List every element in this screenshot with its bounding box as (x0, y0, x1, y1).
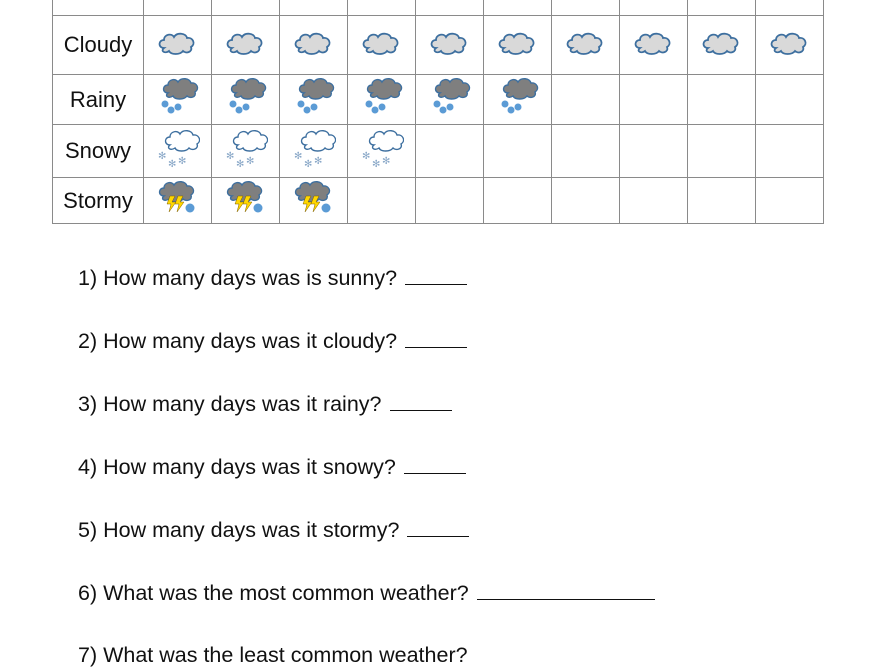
tally-cell (620, 178, 688, 224)
svg-text:✻: ✻ (381, 155, 390, 167)
tally-cell (144, 125, 212, 178)
svg-text:✻: ✻ (225, 150, 234, 162)
question-text: 4) How many days was it snowy? (78, 455, 396, 479)
answer-blank[interactable] (405, 329, 467, 348)
storm-cloud-icon (156, 178, 200, 223)
sun-icon (224, 0, 268, 10)
sun-icon (496, 0, 540, 10)
tally-cell (552, 16, 620, 75)
tally-cell (688, 75, 756, 125)
tally-cell (552, 75, 620, 125)
tally-cell (756, 75, 824, 125)
row-label: Stormy (53, 178, 144, 224)
question-text: 1) How many days was is sunny? (78, 266, 398, 290)
table-row-sunny (53, 0, 824, 16)
svg-text:✻: ✻ (245, 155, 254, 167)
tally-cell (552, 178, 620, 224)
answer-blank[interactable] (404, 455, 466, 474)
svg-text:✻: ✻ (313, 155, 322, 167)
cloud-icon (632, 28, 676, 63)
tally-cell (280, 16, 348, 75)
question-text: 2) How many days was it cloudy? (78, 329, 398, 353)
tally-cell (688, 16, 756, 75)
svg-text:✻: ✻ (167, 158, 176, 169)
rain-cloud-icon (496, 77, 540, 122)
answer-blank[interactable] (477, 581, 655, 600)
question-text: 5) How many days was it stormy? (78, 518, 400, 542)
tally-cell (144, 16, 212, 75)
sun-icon (360, 0, 404, 10)
tally-cell (484, 75, 552, 125)
tally-cell (620, 75, 688, 125)
answer-blank[interactable] (405, 266, 467, 285)
snow-cloud-icon (224, 129, 268, 174)
cloud-icon (700, 28, 744, 63)
tally-cell (552, 0, 620, 16)
tally-cell (280, 75, 348, 125)
tally-cell (280, 0, 348, 16)
tally-cell (144, 0, 212, 16)
tally-cell (212, 75, 280, 125)
question-3 (78, 392, 452, 417)
tally-cell (484, 178, 552, 224)
svg-text:✻: ✻ (157, 150, 166, 162)
tally-cell (756, 125, 824, 178)
tally-cell (144, 178, 212, 224)
svg-text:✻: ✻ (293, 150, 302, 162)
tally-cell (484, 0, 552, 16)
table-row-snowy (53, 125, 824, 178)
tally-cell (416, 0, 484, 16)
rain-cloud-icon (428, 77, 472, 122)
rain-cloud-icon (360, 77, 404, 122)
question-4 (78, 455, 466, 480)
tally-cell (484, 16, 552, 75)
tally-cell (212, 125, 280, 178)
tally-cell (756, 178, 824, 224)
sun-icon (428, 0, 472, 10)
tally-cell (416, 178, 484, 224)
storm-cloud-icon (224, 178, 268, 223)
sun-icon (292, 0, 336, 10)
tally-cell (620, 16, 688, 75)
row-label: Rainy (53, 75, 144, 125)
question-text: 3) How many days was it rainy? (78, 392, 382, 416)
sun-icon (156, 0, 200, 10)
tally-cell (348, 125, 416, 178)
table-row-rainy (53, 75, 824, 125)
question-7 (78, 643, 468, 668)
cloud-icon (224, 28, 268, 63)
tally-cell (416, 16, 484, 75)
svg-text:✻: ✻ (361, 150, 370, 162)
cloud-icon (428, 28, 472, 63)
snow-cloud-icon (292, 129, 336, 174)
svg-text:✻: ✻ (235, 158, 244, 169)
answer-blank[interactable] (390, 392, 452, 411)
question-2 (78, 329, 467, 354)
tally-cell (756, 16, 824, 75)
tally-cell (348, 75, 416, 125)
cloud-icon (564, 28, 608, 63)
tally-cell (484, 125, 552, 178)
svg-text:✻: ✻ (177, 155, 186, 167)
question-1 (78, 266, 467, 291)
rain-cloud-icon (292, 77, 336, 122)
row-label (53, 0, 144, 16)
cloud-icon (360, 28, 404, 63)
cloud-icon (156, 28, 200, 63)
tally-cell (688, 178, 756, 224)
tally-cell (212, 178, 280, 224)
tally-cell (280, 178, 348, 224)
tally-cell (756, 0, 824, 16)
answer-blank[interactable] (407, 518, 469, 537)
tally-cell (144, 75, 212, 125)
tally-cell (280, 125, 348, 178)
tally-cell (212, 16, 280, 75)
tally-cell (688, 0, 756, 16)
tally-cell (416, 125, 484, 178)
cloud-icon (292, 28, 336, 63)
sun-icon (564, 0, 608, 10)
tally-cell (620, 125, 688, 178)
tally-cell (348, 0, 416, 16)
weather-pictograph-table (52, 0, 824, 224)
row-label: Snowy (53, 125, 144, 178)
svg-text:✻: ✻ (303, 158, 312, 169)
question-text: 6) What was the most common weather? (78, 581, 469, 605)
rain-cloud-icon (156, 77, 200, 122)
storm-cloud-icon (292, 178, 336, 223)
tally-cell (348, 178, 416, 224)
tally-cell (688, 125, 756, 178)
cloud-icon (768, 28, 812, 63)
question-6 (78, 581, 655, 606)
question-text: 7) What was the least common weather? (78, 643, 468, 667)
tally-cell (552, 125, 620, 178)
snow-cloud-icon (156, 129, 200, 174)
table-row-cloudy (53, 16, 824, 75)
svg-text:✻: ✻ (371, 158, 380, 169)
tally-cell (416, 75, 484, 125)
row-label: Cloudy (53, 16, 144, 75)
tally-cell (348, 16, 416, 75)
cloud-icon (496, 28, 540, 63)
tally-cell (212, 0, 280, 16)
snow-cloud-icon (360, 129, 404, 174)
question-5 (78, 518, 469, 543)
sun-icon (632, 0, 676, 10)
rain-cloud-icon (224, 77, 268, 122)
table-row-stormy (53, 178, 824, 224)
tally-cell (620, 0, 688, 16)
